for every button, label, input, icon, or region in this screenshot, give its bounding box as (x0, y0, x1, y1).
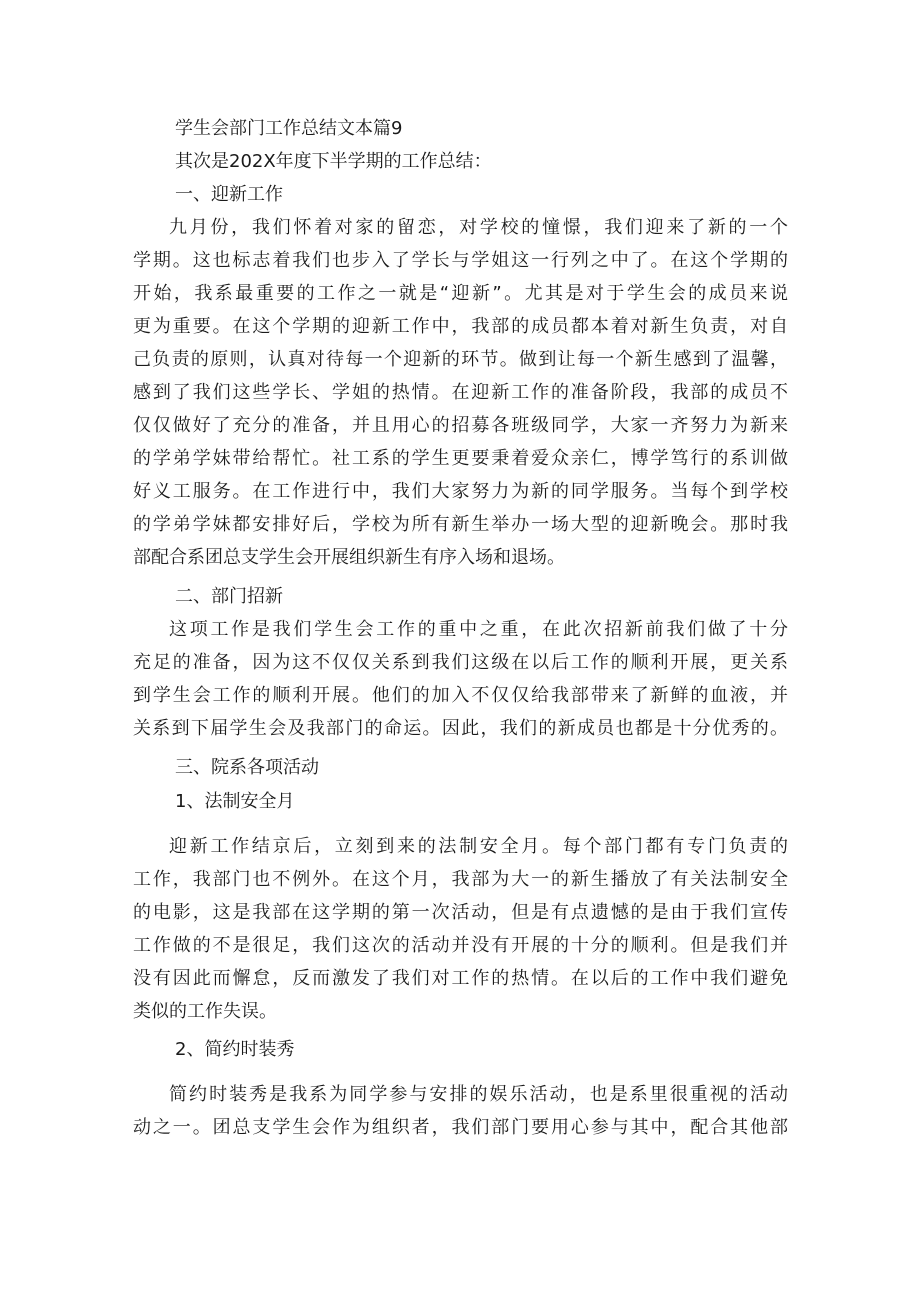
paragraph-line: 九月份，我们怀着对家的留恋，对学校的憧憬，我们迎来了新的一个 (169, 217, 788, 238)
paragraph-fashion-show (133, 1078, 788, 1144)
paragraph-line: 迎新工作结京后，立刻到来的法制安全月。每个部门都有专门负责的 (169, 836, 788, 857)
paragraph-line: 类似的工作失误。 (133, 1001, 277, 1022)
paragraph-line: 动之一。团总支学生会作为组织者，我们部门要用心参与其中，配合其他部 (133, 1117, 788, 1138)
paragraph-line: 开始，我系最重要的工作之一就是“迎新”。尤其是对于学生会的成员来说 (133, 283, 788, 304)
document-title: 学生会部门工作总结文本篇9 (175, 118, 403, 139)
paragraph-legal-month (133, 830, 788, 1028)
paragraph-line: 简约时装秀是我系为同学参与安排的娱乐活动，也是系里很重视的活动 (169, 1084, 788, 1105)
section-heading-activities: 三、院系各项活动 (175, 757, 319, 778)
paragraph-line: 这项工作是我们学生会工作的重中之重，在此次招新前我们做了十分 (169, 619, 788, 640)
subsection-heading-fashion-show: 2、简约时装秀 (175, 1039, 295, 1060)
document-page (133, 112, 788, 1150)
paragraph-line: 的电影，这是我部在这学期的第一次活动，但是有点遗憾的是由于我们宣传 (133, 902, 788, 923)
subsection-heading-legal-month: 1、法制安全月 (175, 791, 295, 812)
paragraph-line: 仅仅做好了充分的准备，并且用心的招募各班级同学，大家一齐努力为新来 (133, 415, 788, 436)
paragraph-line: 充足的准备，因为这不仅仅关系到我们这级在以后工作的顺利开展，更关系 (133, 652, 788, 673)
paragraph-line: 学期。这也标志着我们也步入了学长与学姐这一行列之中了。在这个学期的 (133, 250, 788, 271)
paragraph-line: 没有因此而懈怠，反而激发了我们对工作的热情。在以后的工作中我们避免 (133, 968, 788, 989)
paragraph-line: 的学弟学妹带给帮忙。社工系的学生更要秉着爱众亲仁，博学笃行的系训做 (133, 448, 788, 469)
paragraph-line: 工作，我部门也不例外。在这个月，我部为大一的新生播放了有关法制安全 (133, 869, 788, 890)
paragraph-line: 己负责的原则，认真对待每一个迎新的环节。做到让每一个新生感到了温馨， (133, 349, 788, 370)
section-heading-welcome: 一、迎新工作 (175, 184, 283, 205)
paragraph-recruit (133, 613, 788, 745)
paragraph-line: 工作做的不是很足，我们这次的活动并没有开展的十分的顺利。但是我们并 (133, 935, 788, 956)
intro-line: 其次是202X年度下半学期的工作总结： (175, 151, 492, 172)
paragraph-line: 部配合系团总支学生会开展组织新生有序入场和退场。 (133, 547, 565, 568)
paragraph-line: 的学弟学妹都安排好后，学校为所有新生举办一场大型的迎新晚会。那时我 (133, 514, 788, 535)
paragraph-welcome (133, 211, 788, 574)
paragraph-line: 感到了我们这些学长、学姐的热情。在迎新工作的准备阶段，我部的成员不 (133, 382, 788, 403)
paragraph-line: 好义工服务。在工作进行中，我们大家努力为新的同学服务。当每个到学校 (133, 481, 788, 502)
paragraph-line: 更为重要。在这个学期的迎新工作中，我部的成员都本着对新生负责，对自 (133, 316, 788, 337)
paragraph-line: 到学生会工作的顺利开展。他们的加入不仅仅给我部带来了新鲜的血液，并 (133, 685, 788, 706)
section-heading-recruit: 二、部门招新 (175, 586, 283, 607)
paragraph-line: 关系到下届学生会及我部门的命运。因此，我们的新成员也都是十分优秀的。 (133, 718, 788, 739)
